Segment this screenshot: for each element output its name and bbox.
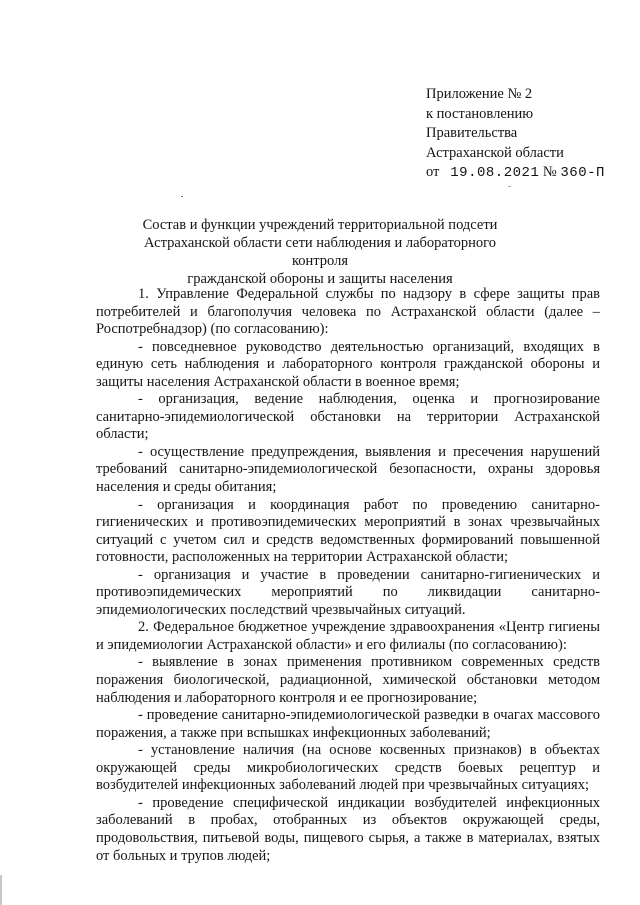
title-line-1: Состав и функции учреждений территориальной подсети — [142, 217, 498, 233]
list-item: - установление наличия (на основе косвенных признаков) в объектах окружающей среды микробиологических средств боевых рецептур и возбудителей инфекционных заболеваний людей при чрезвычайных ситуациях; — [96, 742, 600, 794]
appendix-label: Приложение № 2 — [426, 86, 533, 102]
scan-mark — [181, 196, 183, 197]
date-prefix: от — [426, 164, 440, 180]
list-item: - организация и участие в проведении санитарно-гигиенических и противоэпидемических мероприятий по ликвидации санитарно-эпидемиологических последствий чрезвычайных ситуаций. — [96, 566, 600, 618]
appendix-region: Астраханской области — [426, 144, 564, 161]
title-line-2: Астраханской области сети наблюдения и лабораторного контроля — [144, 235, 496, 269]
list-item: - проведение санитарно-эпидемиологической разведки в очагах массового поражения, а также при вспышках инфекционных заболеваний; — [96, 707, 600, 741]
list-item: - проведение специфической индикации возбудителей инфекционных заболеваний в пробах, отобранных из объектов окружающей среды, продовольствия, питьевой воды, пищевого сырья, а также в материалах, взятых от больных и трупов людей; — [96, 794, 600, 864]
list-item: - выявление в зонах применения противником современных средств поражения биологической, радиационной, химической обстановки методом наблюдения и лабораторного контроля и ее прогнозирование; — [96, 654, 600, 706]
list-item: - организация, ведение наблюдения, оценка и прогнозирование санитарно-эпидемиологической обстановки на территории Астраханской области; — [96, 391, 600, 443]
appendix-date-line — [426, 163, 605, 184]
appendix-government: Правительства — [426, 125, 518, 141]
document-title — [120, 216, 520, 288]
decree-number: 360-П — [560, 165, 605, 181]
appendix-header — [426, 85, 605, 184]
section-1-heading: 1. Управление Федеральной службы по надзору в сфере защиты прав потребителей и благополучия человека по Астраханской области (далее – Роспотребнадзор) (по согласованию): — [96, 286, 600, 338]
list-item: - повседневное руководство деятельностью организаций, входящих в единую сеть наблюдения и лабораторного контроля гражданской обороны и защиты населения Астраханской области в военное время; — [96, 338, 600, 390]
scan-mark — [508, 186, 511, 187]
list-item: - организация и координация работ по проведению санитарно-гигиенических и противоэпидемических мероприятий в зонах чрезвычайных ситуаций с учетом сил и средств ведомственных формирований повышенной готовности, расположенных на территории Астраханской области; — [96, 496, 600, 566]
appendix-ref-line: к постановлению — [426, 105, 534, 122]
number-sign: № — [542, 164, 557, 180]
decree-date: 19.08.2021 — [450, 165, 540, 181]
section-2-heading: 2. Федеральное бюджетное учреждение здравоохранения «Центр гигиены и эпидемиологии Астраханской области» и его филиалы (по согласованию): — [96, 619, 600, 653]
title-line-3: гражданской обороны и защиты населения — [187, 271, 453, 287]
list-item: - осуществление предупреждения, выявления и пресечения нарушений требований санитарно-эпидемиологической безопасности, охраны здоровья населения и среды обитания; — [96, 443, 600, 496]
document-body — [96, 286, 600, 865]
scan-edge — [0, 875, 2, 905]
